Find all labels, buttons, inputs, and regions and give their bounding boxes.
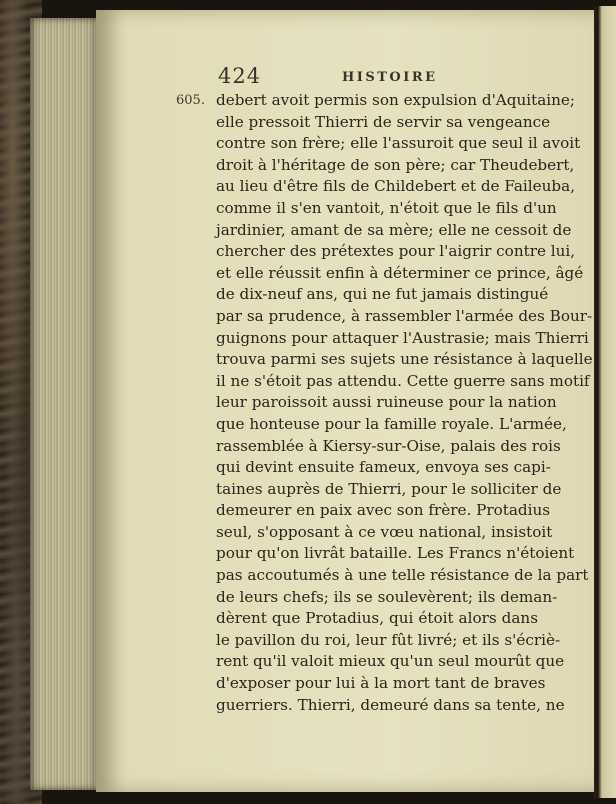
- text-line: seul, s'opposant à ce vœu national, insistoit: [216, 522, 553, 541]
- facing-page-edge: [594, 6, 616, 798]
- text-line: il ne s'étoit pas attendu. Cette guerre sans motif: [216, 371, 590, 390]
- text-line: d'exposer pour lui à la mort tant de braves: [216, 674, 546, 693]
- text-line: droit à l'héritage de son père; car Theudebert,: [216, 155, 575, 174]
- text-line: qui devint ensuite fameux, envoya ses capi-: [216, 458, 551, 477]
- text-line: comme il s'en vantoit, n'étoit que le fils d'un: [216, 198, 557, 217]
- text-line: pas accoutumés à une telle résistance de la part: [216, 566, 589, 585]
- running-title: HISTOIRE: [342, 70, 438, 85]
- text-line: chercher des prétextes pour l'aigrir contre lui,: [216, 242, 576, 261]
- text-line: demeurer en paix avec son frère. Protadius: [216, 501, 551, 520]
- text-line: pour qu'on livrât bataille. Les Francs n'étoient: [216, 544, 575, 563]
- text-line: guerriers. Thierri, demeuré dans sa tente, ne: [216, 695, 565, 714]
- page-number: 424: [218, 64, 262, 88]
- text-line: guignons pour attaquer l'Austrasie; mais Thierri: [216, 328, 589, 347]
- page-block-edges: [30, 18, 102, 790]
- text-line: que honteuse pour la famille royale. L'armée,: [216, 414, 567, 433]
- text-line: dèrent que Protadius, qui étoit alors dans: [216, 609, 538, 628]
- text-line: rent qu'il valoit mieux qu'un seul mourût que: [216, 652, 565, 671]
- text-line: elle pressoit Thierri de servir sa vengeance: [216, 112, 551, 131]
- text-line: jardinier, amant de sa mère; elle ne cessoit de: [216, 220, 572, 239]
- body-text: [216, 90, 593, 716]
- text-line: de dix-neuf ans, qui ne fut jamais distingué: [216, 285, 549, 304]
- text-line: contre son frère; elle l'assuroit que seul il avoit: [216, 134, 581, 153]
- text-line: taines auprès de Thierri, pour le solliciter de: [216, 479, 562, 498]
- text-line: trouva parmi ses sujets une résistance à laquelle: [216, 350, 593, 369]
- margin-year-note: 605.: [176, 93, 205, 108]
- page-header: [218, 64, 518, 88]
- text-line: le pavillon du roi, leur fût livré; et ils s'écriè-: [216, 630, 561, 649]
- text-line: rassemblée à Kiersy-sur-Oise, palais des rois: [216, 436, 561, 455]
- text-line: et elle réussit enfin à déterminer ce prince, âgé: [216, 263, 584, 282]
- text-line: au lieu d'être fils de Childebert et de Faileuba,: [216, 177, 576, 196]
- text-line: de leurs chefs; ils se soulevèrent; ils deman-: [216, 587, 558, 606]
- text-line: debert avoit permis son expulsion d'Aquitaine;: [216, 91, 576, 109]
- text-line: par sa prudence, à rassembler l'armée des Bour-: [216, 306, 593, 325]
- text-line: leur paroissoit aussi ruineuse pour la nation: [216, 393, 557, 412]
